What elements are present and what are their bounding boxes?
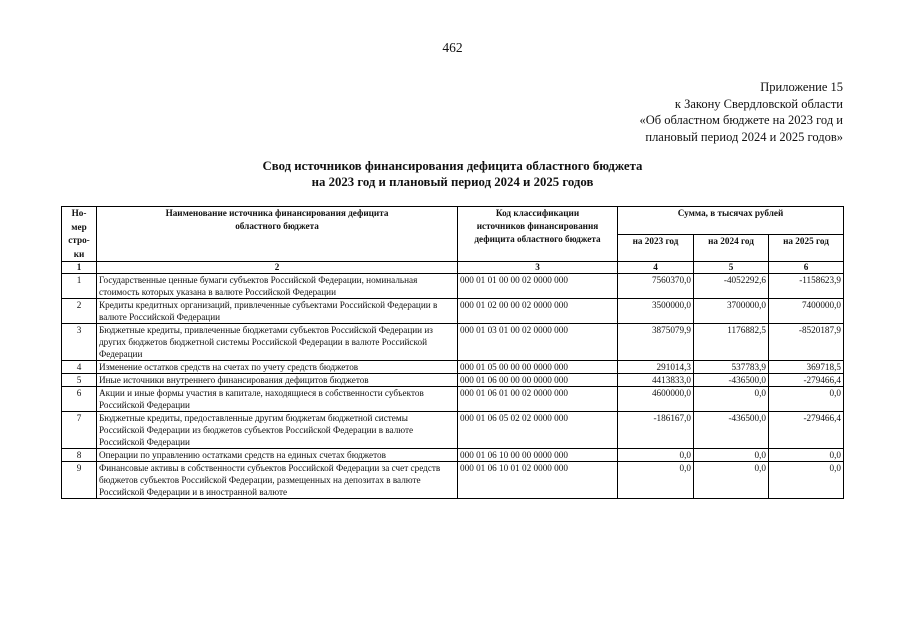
amount-2024: 3700000,0	[694, 299, 769, 324]
amount-2025: -279466,4	[769, 412, 844, 449]
classification-code: 000 01 03 01 00 02 0000 000	[458, 324, 618, 361]
amount-2025: -8520187,9	[769, 324, 844, 361]
row-number: 9	[62, 462, 97, 499]
table-row	[62, 462, 844, 499]
column-number: 5	[694, 262, 769, 274]
source-name: Финансовые активы в собственности субъектов Российской Федерации за счет средств бюджетов субъектов Российской Федерации, размещенных на депозитах в валюте Российской Федерации и в иностранной валюте	[97, 462, 458, 499]
amount-2023: 0,0	[618, 462, 694, 499]
amount-2023: 4413833,0	[618, 374, 694, 387]
appendix-note	[639, 79, 843, 145]
classification-code: 000 01 06 01 00 02 0000 000	[458, 387, 618, 412]
header-text: Код классификации	[495, 208, 580, 218]
amount-2025: 0,0	[769, 462, 844, 499]
source-name: Государственные ценные бумаги субъектов Российской Федерации, номинальная стоимость которых указана в валюте Российской Федерации	[97, 274, 458, 299]
column-number: 2	[97, 262, 458, 274]
amount-2024: -436500,0	[694, 412, 769, 449]
header-sum: Сумма, в тысячах рублей	[618, 207, 844, 235]
classification-code: 000 01 06 00 00 00 0000 000	[458, 374, 618, 387]
source-name: Кредиты кредитных организаций, привлеченные субъектами Российской Федерации в валюте Российской Федерации	[97, 299, 458, 324]
header-2023: на 2023 год	[618, 234, 694, 262]
row-number: 2	[62, 299, 97, 324]
title-line: Свод источников финансирования дефицита областного бюджета	[262, 159, 643, 173]
amount-2023: 7560370,0	[618, 274, 694, 299]
amount-2025: -1158623,9	[769, 274, 844, 299]
document-title	[0, 158, 905, 190]
row-number: 7	[62, 412, 97, 449]
amount-2024: -4052292,6	[694, 274, 769, 299]
amount-2023: -186167,0	[618, 412, 694, 449]
header-2024: на 2024 год	[694, 234, 769, 262]
row-number: 6	[62, 387, 97, 412]
source-name: Акции и иные формы участия в капитале, находящиеся в собственности субъектов Российской Федерации	[97, 387, 458, 412]
header-text: стро-	[68, 235, 90, 245]
classification-code: 000 01 06 10 01 02 0000 000	[458, 462, 618, 499]
header-classification-code	[458, 207, 618, 262]
header-source-name	[97, 207, 458, 262]
appendix-line: плановый период 2024 и 2025 годов»	[645, 129, 843, 144]
amount-2025: -279466,4	[769, 374, 844, 387]
header-text: Но-	[71, 208, 87, 218]
financing-sources-table	[61, 206, 844, 499]
header-row	[62, 207, 844, 235]
classification-code: 000 01 02 00 00 02 0000 000	[458, 299, 618, 324]
table-row	[62, 299, 844, 324]
table-row	[62, 274, 844, 299]
header-text: областного бюджета	[235, 221, 319, 231]
amount-2024: 0,0	[694, 387, 769, 412]
title-line: на 2023 год и плановый период 2024 и 2025 годов	[311, 175, 594, 189]
amount-2025: 0,0	[769, 387, 844, 412]
source-name: Изменение остатков средств на счетах по учету средств бюджетов	[97, 361, 458, 374]
header-2025: на 2025 год	[769, 234, 844, 262]
page-number: 462	[442, 40, 463, 55]
column-number: 6	[769, 262, 844, 274]
amount-2023: 4600000,0	[618, 387, 694, 412]
classification-code: 000 01 01 00 00 02 0000 000	[458, 274, 618, 299]
table-row	[62, 324, 844, 361]
header-text: Наименование источника финансирования дефицита	[165, 208, 389, 218]
table-row	[62, 387, 844, 412]
source-name: Бюджетные кредиты, предоставленные другим бюджетам бюджетной системы Российской Федерации из бюджетов субъектов Российской Федерации в валюте Российской Федерации	[97, 412, 458, 449]
amount-2024: 0,0	[694, 462, 769, 499]
column-number: 3	[458, 262, 618, 274]
appendix-line: Приложение 15	[760, 80, 843, 94]
amount-2024: 0,0	[694, 449, 769, 462]
appendix-line: «Об областном бюджете на 2023 год и	[639, 113, 843, 127]
source-name: Бюджетные кредиты, привлеченные бюджетами субъектов Российской Федерации из других бюджетов бюджетной системы Российской Федерации в валюте Российской Федерации	[97, 324, 458, 361]
classification-code: 000 01 06 05 02 02 0000 000	[458, 412, 618, 449]
appendix-line: к Закону Свердловской области	[674, 96, 843, 111]
amount-2024: 1176882,5	[694, 324, 769, 361]
amount-2025: 0,0	[769, 449, 844, 462]
row-number: 8	[62, 449, 97, 462]
classification-code: 000 01 06 10 00 00 0000 000	[458, 449, 618, 462]
amount-2023: 0,0	[618, 449, 694, 462]
row-number: 1	[62, 274, 97, 299]
table-row	[62, 449, 844, 462]
header-text: ки	[73, 248, 85, 259]
amount-2024: -436500,0	[694, 374, 769, 387]
source-name: Иные источники внутреннего финансирования дефицитов бюджетов	[97, 374, 458, 387]
table-row	[62, 374, 844, 387]
header-row-number	[62, 207, 97, 262]
amount-2023: 3500000,0	[618, 299, 694, 324]
column-number: 4	[618, 262, 694, 274]
table-row	[62, 412, 844, 449]
source-name: Операции по управлению остатками средств на единых счетах бюджетов	[97, 449, 458, 462]
row-number: 4	[62, 361, 97, 374]
column-number: 1	[62, 262, 97, 274]
amount-2025: 7400000,0	[769, 299, 844, 324]
amount-2024: 537783,9	[694, 361, 769, 374]
row-number: 3	[62, 324, 97, 361]
header-text: мер	[71, 221, 87, 232]
row-number: 5	[62, 374, 97, 387]
header-text: источников финансирования	[476, 221, 599, 231]
classification-code: 000 01 05 00 00 00 0000 000	[458, 361, 618, 374]
amount-2023: 3875079,9	[618, 324, 694, 361]
column-number-row	[62, 262, 844, 274]
amount-2025: 369718,5	[769, 361, 844, 374]
table-row	[62, 361, 844, 374]
amount-2023: 291014,3	[618, 361, 694, 374]
header-text: дефицита областного бюджета	[474, 234, 601, 244]
